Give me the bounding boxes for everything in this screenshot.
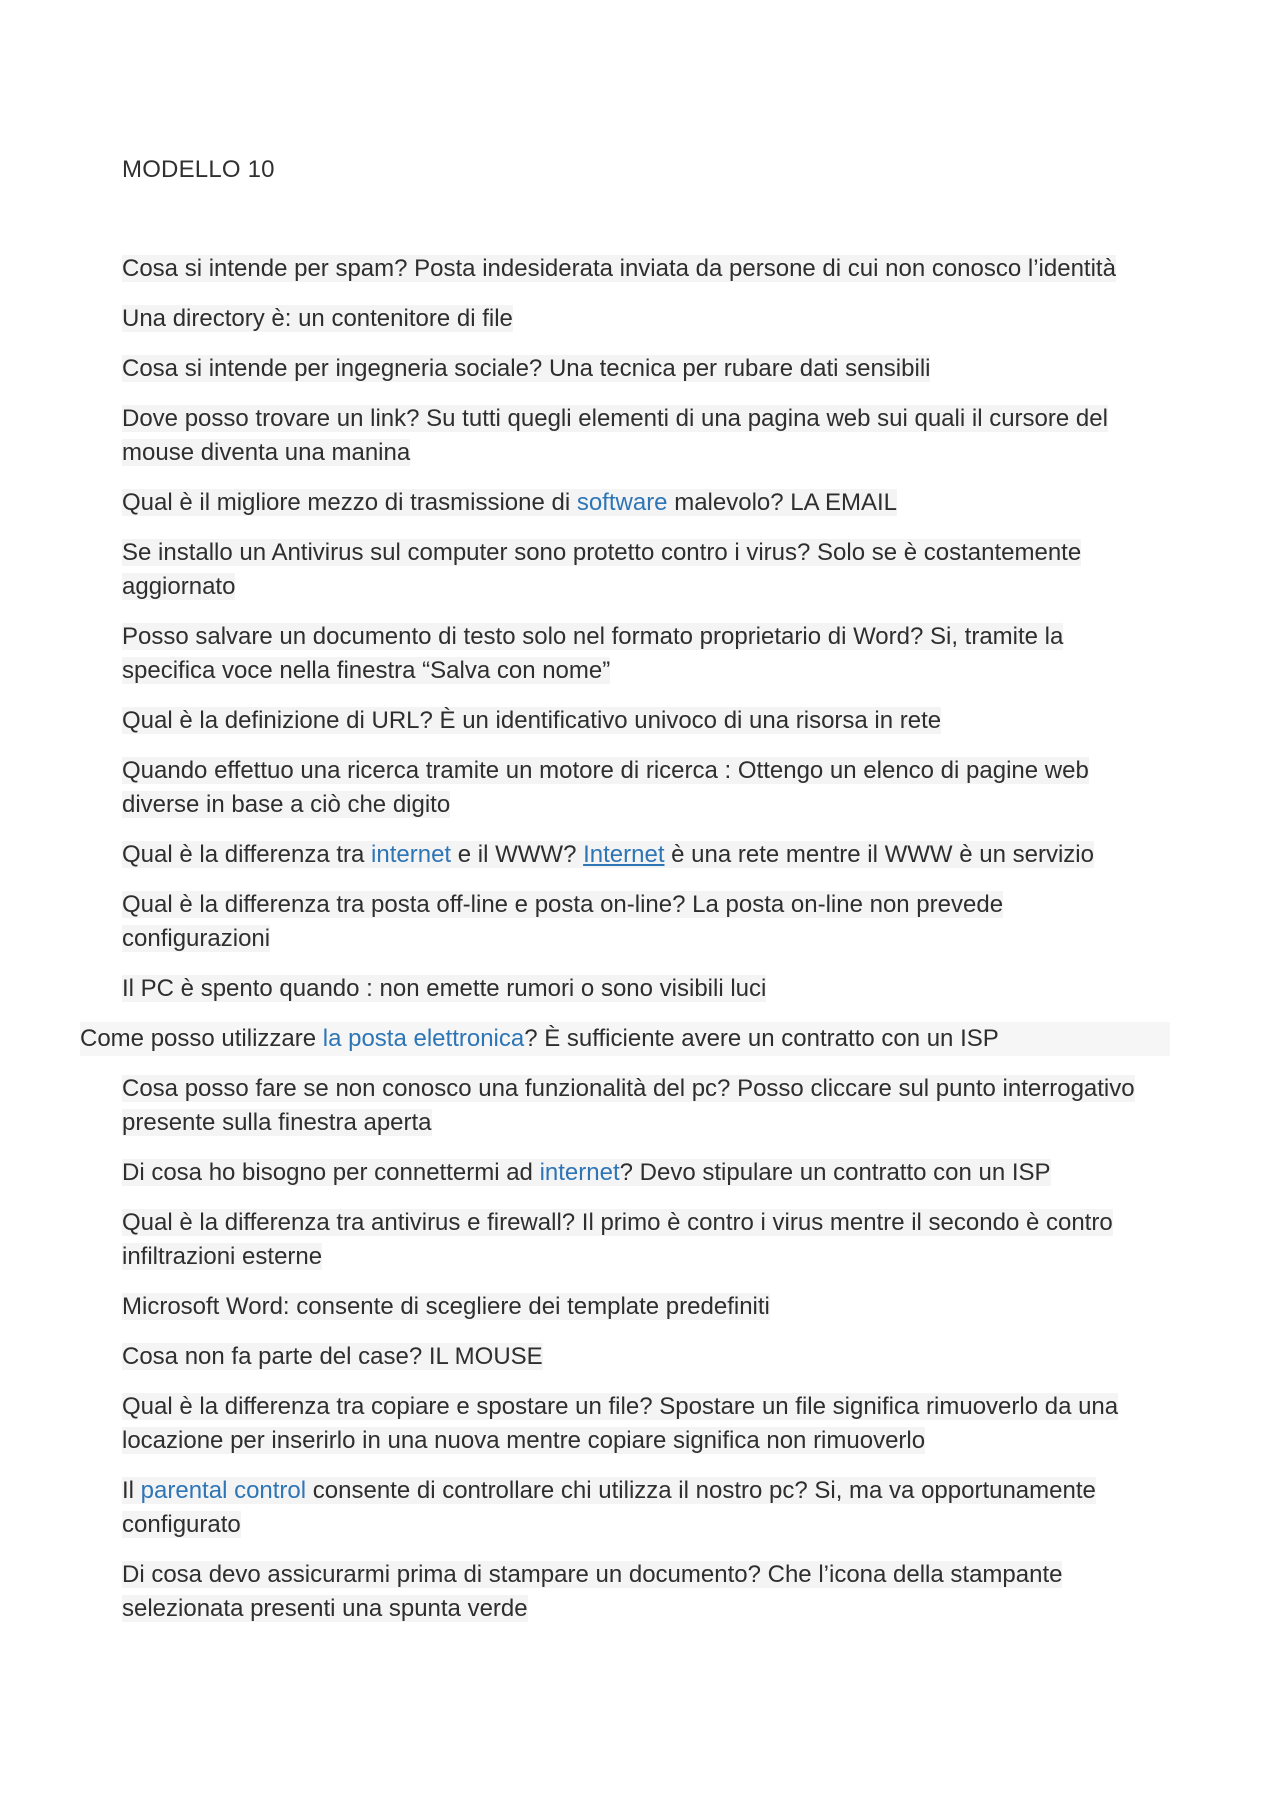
qa-text	[122, 1477, 1096, 1538]
text-run: Qual è la definizione di URL? È un identificativo univoco di una risorsa in rete	[122, 707, 942, 734]
qa-text	[122, 405, 1108, 466]
hyperlink-text[interactable]: Internet	[583, 841, 665, 868]
qa-paragraph	[122, 1072, 1152, 1140]
qa-text	[80, 1022, 1170, 1056]
text-run: Cosa posso fare se non conosco una funzionalità del pc? Posso cliccare sul punto interrogativo presente sulla finestra aperta	[122, 1075, 1135, 1136]
qa-text	[122, 891, 1003, 952]
text-run: Dove posso trovare un link? Su tutti quegli elementi di una pagina web sui quali il cursore del mouse diventa una manina	[122, 405, 1108, 466]
text-run: Come posso utilizzare	[80, 1025, 323, 1052]
text-run: Qual è la differenza tra	[122, 841, 372, 868]
qa-text	[122, 757, 1089, 818]
text-run: Cosa si intende per ingegneria sociale? Una tecnica per rubare dati sensibili	[122, 355, 931, 382]
hyperlink-text[interactable]: internet	[539, 1159, 620, 1186]
text-run: Di cosa devo assicurarmi prima di stampare un documento? Che l’icona della stampante selezionata presenti una spunta verde	[122, 1561, 1063, 1622]
qa-paragraph	[122, 402, 1152, 470]
qa-paragraph	[122, 536, 1152, 604]
qa-text	[122, 841, 1094, 868]
text-run: Posso salvare un documento di testo solo nel formato proprietario di Word? Si, tramite la specifica voce nella finestra “Salva con nome”	[122, 623, 1064, 684]
qa-paragraph	[122, 252, 1152, 286]
text-run: Qual è il migliore mezzo di trasmissione di	[122, 489, 577, 516]
text-run: Il PC è spento quando : non emette rumori o sono visibili luci	[122, 975, 767, 1002]
qa-paragraph	[122, 620, 1152, 688]
text-run: Qual è la differenza tra antivirus e firewall? Il primo è contro i virus mentre il secondo è contro infiltrazioni esterne	[122, 1209, 1113, 1270]
text-run: Cosa si intende per spam? Posta indesiderata inviata da persone di cui non conosco l’identità	[122, 255, 1116, 282]
qa-paragraph	[122, 1340, 1152, 1374]
text-run: Se installo un Antivirus sul computer sono protetto contro i virus? Solo se è costantemente aggiornato	[122, 539, 1082, 600]
qa-text	[122, 707, 941, 734]
qa-paragraph	[122, 1156, 1152, 1190]
text-run: consente di controllare chi utilizza il nostro pc? Si, ma va opportunamente configurato	[122, 1477, 1096, 1538]
qa-paragraph	[122, 972, 1152, 1006]
qa-text	[122, 1075, 1135, 1136]
qa-paragraph	[122, 1290, 1152, 1324]
text-run: malevolo? LA EMAIL	[667, 489, 897, 516]
qa-text	[122, 1159, 1051, 1186]
qa-text	[122, 1393, 1118, 1454]
hyperlink-text[interactable]: software	[576, 489, 668, 516]
qa-paragraph	[122, 352, 1152, 386]
question-answer-list	[0, 252, 1280, 1642]
qa-text	[122, 305, 513, 332]
text-run: ? Devo stipulare un contratto con un ISP	[619, 1159, 1051, 1186]
hyperlink-text[interactable]: internet	[371, 841, 452, 868]
text-run: Cosa non fa parte del case? IL MOUSE	[122, 1343, 543, 1370]
qa-paragraph	[122, 888, 1152, 956]
text-run: è una rete mentre il WWW è un servizio	[664, 841, 1094, 868]
qa-text	[122, 1561, 1062, 1622]
qa-paragraph	[122, 1558, 1152, 1626]
text-run: Di cosa ho bisogno per connettermi ad	[122, 1159, 540, 1186]
hyperlink-text[interactable]: la posta elettronica	[322, 1025, 525, 1052]
text-run: Quando effettuo una ricerca tramite un motore di ricerca : Ottengo un elenco di pagine web diverse in base a ciò che digito	[122, 757, 1089, 818]
text-run: Il	[122, 1477, 141, 1504]
hyperlink-text[interactable]: parental control	[140, 1477, 307, 1504]
text-run: e il WWW?	[451, 841, 584, 868]
document-title: MODELLO 10	[122, 156, 275, 183]
qa-paragraph	[122, 838, 1152, 872]
text-run: Qual è la differenza tra posta off-line e posta on-line? La posta on-line non prevede configurazioni	[122, 891, 1004, 952]
qa-text	[122, 1343, 543, 1370]
qa-text	[122, 1293, 770, 1320]
qa-paragraph	[122, 1206, 1152, 1274]
text-run: ? È sufficiente avere un contratto con un ISP	[524, 1025, 999, 1052]
qa-text	[122, 539, 1081, 600]
text-run: Qual è la differenza tra copiare e spostare un file? Spostare un file significa rimuoverlo da una locazione per inserirlo in una nuova mentre copiare significa non rimuoverlo	[122, 1393, 1119, 1454]
qa-paragraph	[122, 754, 1152, 822]
qa-text	[122, 489, 897, 516]
qa-text	[122, 975, 766, 1002]
qa-paragraph	[122, 1390, 1152, 1458]
text-run: Microsoft Word: consente di scegliere dei template predefiniti	[122, 1293, 770, 1320]
qa-paragraph	[80, 1022, 1170, 1056]
qa-text	[122, 1209, 1113, 1270]
qa-text	[122, 255, 1116, 282]
qa-paragraph	[122, 302, 1152, 336]
qa-text	[122, 355, 930, 382]
qa-paragraph	[122, 1474, 1152, 1542]
qa-paragraph	[122, 704, 1152, 738]
qa-paragraph	[122, 486, 1152, 520]
text-run: Una directory è: un contenitore di file	[122, 305, 513, 332]
qa-text	[122, 623, 1063, 684]
